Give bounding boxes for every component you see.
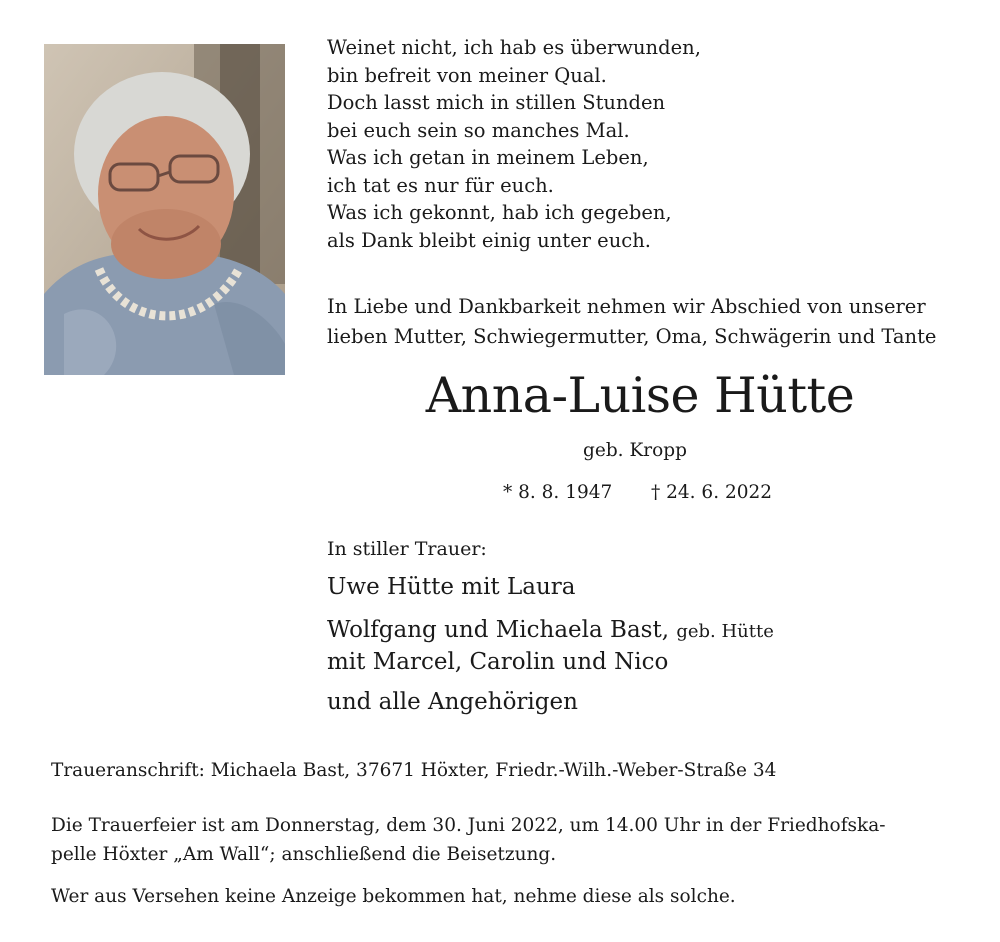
portrait-icon [44,44,285,375]
poem-line: bin befreit von meiner Qual. [327,63,607,87]
poem-line: Weinet nicht, ich hab es überwunden, [327,36,701,59]
closing-note: Wer aus Versehen keine Anzeige bekommen hat, nehme diese als solche. [51,886,736,907]
intro-line: lieben Mutter, Schwiegermutter, Oma, Schwägerin und Tante [327,325,937,348]
poem-line: Was ich getan in meinem Leben, [327,146,649,169]
mourner-line: Uwe Hütte mit Laura [327,574,576,600]
ceremony-line: Die Trauerfeier ist am Donnerstag, dem 30. Juni 2022, um 14.00 Uhr in der Friedhofska- [51,815,886,836]
portrait-photo [44,44,285,375]
intro-line: In Liebe und Dankbarkeit nehmen wir Abschied von unserer [327,295,926,318]
farewell-intro [327,292,936,352]
poem-line: als Dank bleibt einig unter euch. [327,228,651,252]
ceremony-line: pelle Höxter „Am Wall“; anschließend die Beisetzung. [51,844,557,865]
ceremony-info [51,811,886,869]
mourner-line [327,614,774,648]
mourner-line: mit Marcel, Carolin und Nico [327,649,669,675]
death-date: † 24. 6. 2022 [651,482,773,503]
poem-line: Doch lasst mich in stillen Stunden [327,91,666,114]
mourner-maiden-name: geb. Hütte [676,621,774,642]
birth-date: * 8. 8. 1947 [503,482,613,503]
mourner-names: Wolfgang und Michaela Bast, [327,617,670,643]
maiden-name: geb. Kropp [583,440,687,461]
poem-line: ich tat es nur für euch. [327,173,554,197]
poem-line: Was ich gekonnt, hab ich gegeben, [327,201,672,224]
poem-line: bei euch sein so manches Mal. [327,118,630,142]
deceased-name: Anna-Luise Hütte [425,367,855,424]
mourners-label: In stiller Trauer: [327,538,487,560]
mourning-address: Traueranschrift: Michaela Bast, 37671 Höxter, Friedr.-Wilh.-Weber-Straße 34 [51,760,777,781]
poem [327,34,701,254]
mourner-line: und alle Angehörigen [327,689,578,715]
